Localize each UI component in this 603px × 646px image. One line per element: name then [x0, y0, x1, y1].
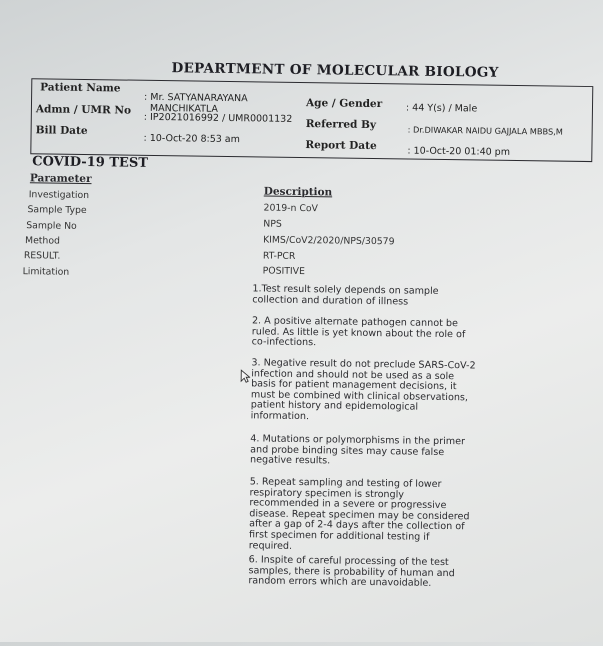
limitation-note-1: 1.Test result solely depends on sample collection and duration of illness — [252, 283, 439, 308]
row-value-investigation: 2019-n CoV — [263, 202, 319, 215]
row-value-result: POSITIVE — [262, 265, 305, 278]
admn-umr-value: : IP2021016992 / UMR0001132 — [143, 111, 293, 125]
patient-info-box — [30, 78, 593, 162]
description-heading: Description — [263, 185, 333, 199]
referred-by-value: : Dr.DIWAKAR NAIDU GAJJALA MBBS,M — [407, 124, 563, 137]
mouse-pointer-icon — [240, 369, 250, 383]
patient-name-value-2: MANCHIKATLA — [149, 102, 219, 115]
section-title: COVID-19 TEST — [32, 154, 149, 171]
parameter-heading: Parameter — [29, 172, 92, 186]
referred-by-label: Referred By — [305, 118, 377, 132]
bill-date-value: : 10-Oct-20 8:53 am — [143, 132, 240, 146]
row-value-sample-no: KIMS/CoV2/2020/NPS/30579 — [263, 234, 395, 248]
row-label-limitation: Limitation — [22, 266, 70, 278]
report-date-label: Report Date — [305, 139, 377, 153]
report-date-value: : 10-Oct-20 01:40 pm — [407, 145, 511, 158]
limitation-note-2: 2. A positive alternate pathogen cannot be ruled. As little is yet known about the role of co-infections. — [251, 315, 466, 349]
age-gender-label: Age / Gender — [305, 97, 383, 111]
row-label-result: RESULT. — [23, 250, 61, 262]
age-gender-value: : 44 Y(s) / Male — [405, 102, 478, 115]
limitation-note-4: 4. Mutations or polymorphisms in the primer and probe binding sites may cause false negative results. — [249, 433, 466, 467]
row-label-sample-type: Sample Type — [27, 204, 87, 217]
department-title: DEPARTMENT OF MOLECULAR BIOLOGY — [171, 60, 499, 81]
limitation-note-6: 6. Inspite of careful processing of the test samples, there is probability of human and random errors which are unavoidable. — [248, 554, 455, 590]
bill-date-label: Bill Date — [35, 124, 88, 138]
limitation-note-5: 5. Repeat sampling and testing of lower respiratory specimen is strongly recommended in a severe or progressive disease. Repeat specimen may be considered after a gap of 2-4 days after the collection of first specimen for additional testing if required. — [248, 476, 470, 552]
row-value-sample-type: NPS — [263, 218, 282, 230]
row-value-method: RT-PCR — [262, 250, 296, 262]
row-label-sample-no: Sample No — [26, 220, 77, 232]
limitation-note-3: 3. Negative result do not preclude SARS-CoV-2 infection and should not be used as a sole basis for patient management decisions, it must be combined with clinical observations, patient history and epidemological information. — [250, 357, 476, 423]
row-label-investigation: Investigation — [28, 189, 90, 202]
patient-name-label: Patient Name — [40, 81, 121, 95]
patient-name-value: : Mr. SATYANARAYANA — [144, 91, 248, 105]
admn-umr-label: Admn / UMR No — [35, 103, 132, 117]
row-label-method: Method — [25, 235, 61, 247]
